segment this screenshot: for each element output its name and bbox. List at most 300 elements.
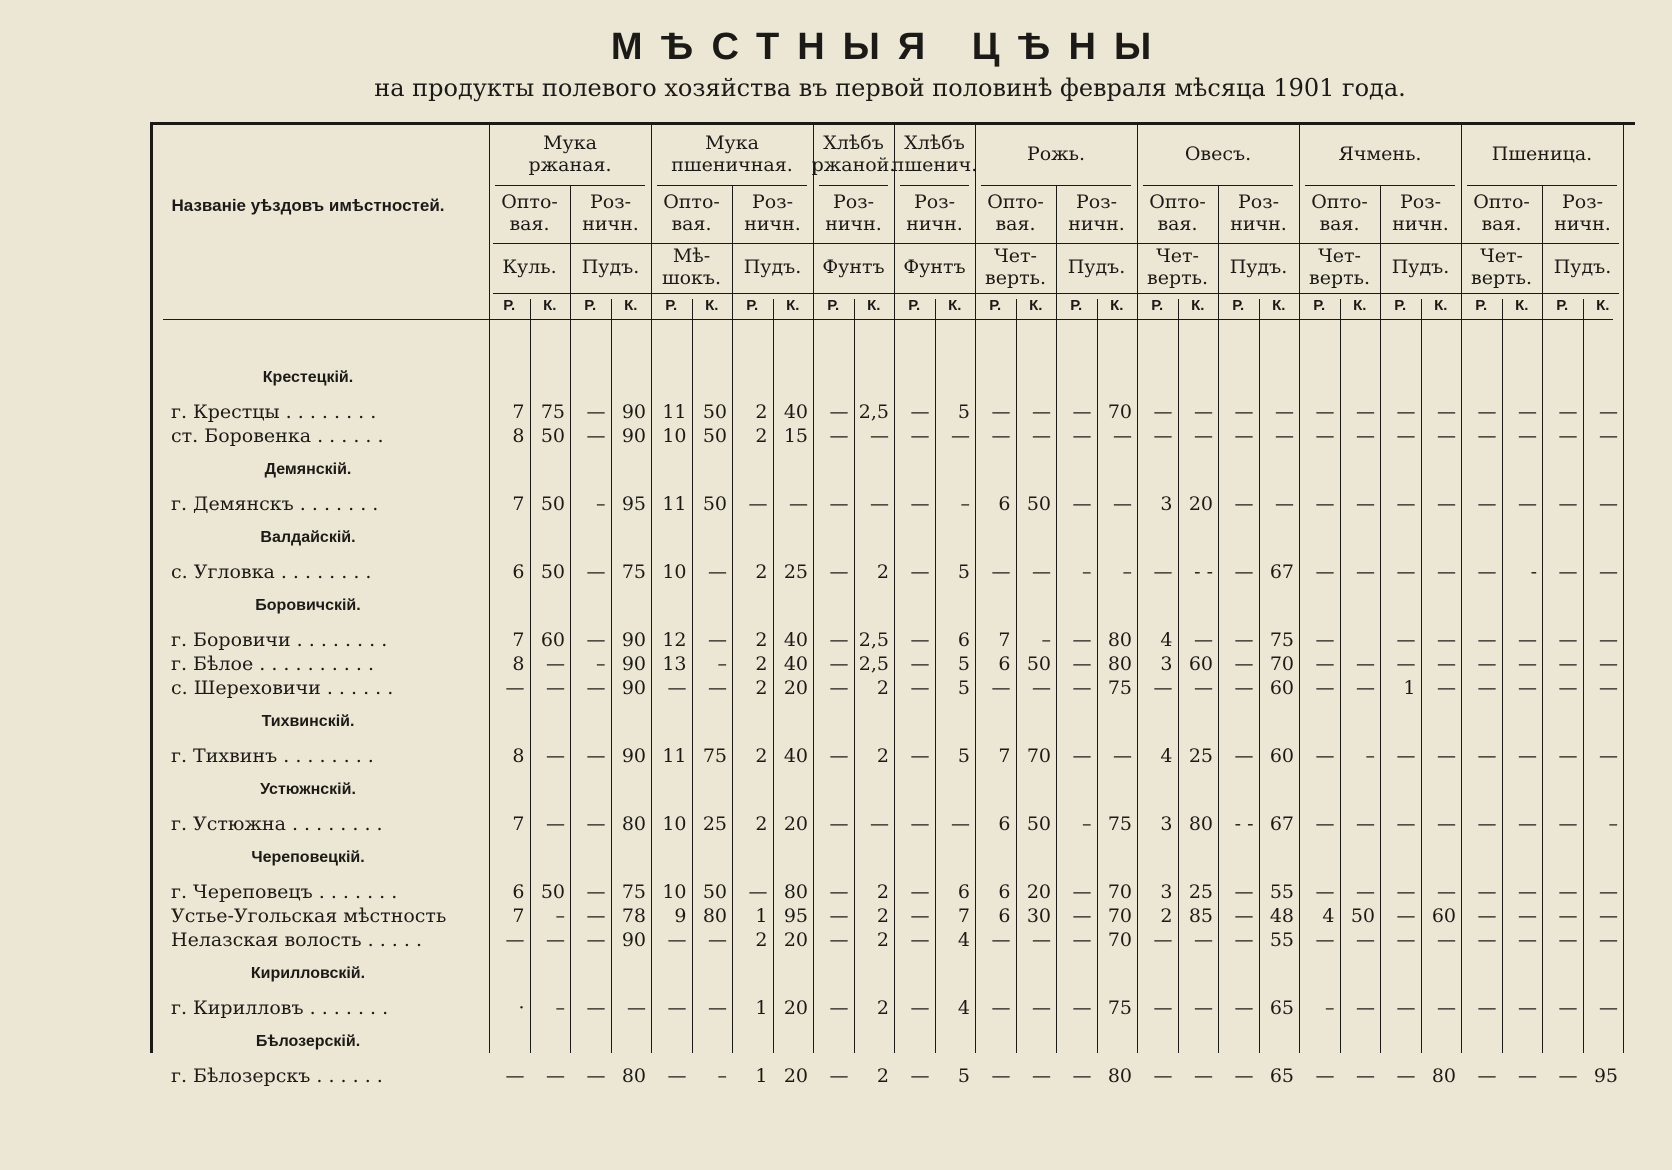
price-value: —	[829, 629, 849, 651]
price-value: 3	[1160, 493, 1173, 515]
price-value: —	[1234, 629, 1254, 651]
price-value: 5	[957, 677, 970, 699]
price-value: 11	[662, 493, 687, 515]
price-value: —	[1437, 493, 1456, 515]
header-line: Фунтъ	[903, 256, 966, 279]
price-value: 80	[783, 881, 808, 903]
price-value: —	[870, 813, 889, 835]
price-value: —	[991, 997, 1011, 1019]
price-value: 20	[783, 929, 808, 951]
subcolumn-type	[975, 185, 1056, 243]
price-value: –	[1608, 813, 1618, 835]
price-value: —	[708, 677, 727, 699]
price-value: 7	[512, 629, 525, 651]
price-value: —	[991, 677, 1011, 699]
price-value: 9	[674, 905, 687, 927]
price-value: —	[1032, 929, 1051, 951]
header-line: ничн.	[1554, 213, 1611, 235]
price-value: —	[1558, 401, 1578, 423]
price-value: —	[1194, 425, 1213, 447]
price-value: —	[1396, 745, 1416, 767]
price-value: 2,5	[858, 629, 889, 651]
price-value: 55	[1269, 929, 1294, 951]
price-value: —	[1032, 401, 1051, 423]
price-value: —	[1396, 425, 1416, 447]
price-value: —	[586, 1065, 606, 1087]
header-line: верть.	[1147, 267, 1208, 289]
price-value: –	[555, 997, 565, 1019]
price-value: —	[1477, 629, 1497, 651]
price-value: —	[1477, 493, 1497, 515]
price-value: —	[910, 401, 930, 423]
price-value: 2	[755, 745, 768, 767]
price-value: —	[1518, 677, 1537, 699]
price-value: —	[546, 929, 565, 951]
place-name: Нелазская волость . . . . .	[171, 929, 422, 951]
price-value: —	[586, 425, 606, 447]
price-value: - -	[1234, 813, 1254, 835]
price-value: —	[1558, 813, 1578, 835]
kopecks-label: К.	[786, 297, 800, 315]
subcolumn-unit	[489, 243, 570, 293]
price-value: —	[586, 629, 606, 651]
price-value: —	[1518, 813, 1537, 835]
price-value: 50	[702, 425, 727, 447]
price-value: —	[910, 905, 930, 927]
price-value: –	[1041, 629, 1051, 651]
group-header	[1461, 125, 1623, 185]
price-value: —	[910, 745, 930, 767]
header-line: Куль.	[502, 256, 557, 279]
header-line: Чет-	[1318, 245, 1361, 268]
place-name: ст. Боровенка . . . . . .	[171, 425, 384, 447]
price-value: —	[586, 881, 606, 903]
price-value: —	[910, 653, 930, 675]
header-line: мѣстностей.	[339, 196, 445, 215]
header-line: Овесъ.	[1184, 143, 1252, 166]
price-value: 50	[702, 493, 727, 515]
price-value: —	[1072, 881, 1092, 903]
price-value: —	[1477, 1065, 1497, 1087]
price-value: 90	[621, 745, 646, 767]
price-value: 7	[957, 905, 970, 927]
price-value: —	[586, 561, 606, 583]
header-line: верть.	[1309, 267, 1370, 289]
price-value: —	[1113, 493, 1132, 515]
price-value: —	[1518, 745, 1537, 767]
header-line: ничн.	[744, 213, 801, 235]
price-value: —	[1153, 425, 1173, 447]
price-value: 70	[1107, 929, 1132, 951]
price-value: –	[1365, 745, 1375, 767]
price-value: —	[1599, 401, 1618, 423]
column-rule	[1623, 125, 1624, 1053]
rubles-label: Р.	[989, 297, 1002, 315]
price-value: 4	[1322, 905, 1335, 927]
header-line: вая.	[671, 213, 712, 235]
price-value: 2,5	[858, 653, 889, 675]
price-value: —	[991, 401, 1011, 423]
header-rule	[163, 319, 1613, 320]
header-line: пшеничная.	[671, 154, 793, 176]
price-value: 6	[957, 881, 970, 903]
header-line: Чет-	[1156, 245, 1199, 268]
price-value: 75	[1107, 997, 1132, 1019]
price-value: 90	[621, 653, 646, 675]
price-value: —	[1315, 653, 1335, 675]
price-value: 7	[512, 493, 525, 515]
price-value: —	[829, 997, 849, 1019]
header-line: вая.	[509, 213, 550, 235]
price-value: 1	[755, 905, 768, 927]
price-value: —	[829, 493, 849, 515]
price-value: —	[910, 493, 930, 515]
price-value: 70	[1107, 905, 1132, 927]
page-subtitle: на продукты полевого хозяйства въ первой половинѣ февраля мѣсяца 1901 года.	[374, 74, 1406, 102]
price-value: 50	[702, 401, 727, 423]
rubles-label: Р.	[1556, 297, 1569, 315]
price-value: —	[586, 813, 606, 835]
price-value: 1	[755, 1065, 768, 1087]
price-value: 1	[755, 997, 768, 1019]
header-line: ржаная.	[528, 154, 612, 176]
kopecks-label: К.	[1029, 297, 1043, 315]
place-name: г. Устюжна . . . . . . . .	[171, 813, 383, 835]
price-value: —	[1072, 929, 1092, 951]
header-line: ничн.	[582, 213, 639, 235]
price-value: 55	[1269, 881, 1294, 903]
place-name: г. Бѣлозерскъ . . . . . .	[171, 1065, 383, 1087]
price-value: 20	[783, 813, 808, 835]
price-value: —	[1315, 401, 1335, 423]
price-value: —	[667, 997, 687, 1019]
subcolumn-type	[1461, 185, 1542, 243]
price-value: —	[991, 1065, 1011, 1087]
price-value: 2	[876, 745, 889, 767]
price-value: —	[1234, 425, 1254, 447]
price-value: —	[1518, 929, 1537, 951]
price-value: 6	[512, 881, 525, 903]
price-value: —	[708, 629, 727, 651]
kopecks-label: К.	[948, 297, 962, 315]
price-value: —	[1275, 425, 1294, 447]
header-line: Опто-	[1149, 191, 1206, 214]
header-line: Пудъ.	[581, 256, 640, 279]
price-value: —	[1396, 401, 1416, 423]
price-value: —	[546, 813, 565, 835]
subcolumn-type	[651, 185, 732, 243]
price-value: 6	[998, 653, 1011, 675]
kopecks-label: К.	[1191, 297, 1205, 315]
header-line: Роз-	[1075, 191, 1117, 214]
subcolumn-unit	[1056, 243, 1137, 293]
price-value: —	[1072, 425, 1092, 447]
price-value: 50	[540, 425, 565, 447]
price-value: 2	[876, 1065, 889, 1087]
price-value: —	[1518, 881, 1537, 903]
price-value: 85	[1188, 905, 1213, 927]
header-line: Роз-	[832, 191, 874, 214]
price-value: —	[1599, 561, 1618, 583]
price-value: —	[829, 881, 849, 903]
price-value: —	[1477, 997, 1497, 1019]
price-value: 8	[512, 653, 525, 675]
group-header	[651, 125, 813, 185]
price-value: —	[1072, 905, 1092, 927]
price-value: - -	[1194, 561, 1213, 583]
rubles-label: Р.	[827, 297, 840, 315]
price-value: 80	[702, 905, 727, 927]
subcolumn-unit	[1218, 243, 1299, 293]
price-value: —	[1396, 881, 1416, 903]
price-value: —	[829, 653, 849, 675]
kopecks-label: К.	[1353, 297, 1367, 315]
district-name: Боровичскій.	[255, 597, 361, 614]
price-value: 40	[783, 745, 808, 767]
price-value: 10	[662, 561, 687, 583]
district-name: Бѣлозерскій.	[255, 1033, 361, 1050]
price-value: 40	[783, 653, 808, 675]
price-value: 6	[957, 629, 970, 651]
price-value: —	[910, 813, 930, 835]
price-value: 48	[1269, 905, 1294, 927]
kopecks-label: К.	[624, 297, 638, 315]
price-value: —	[1153, 929, 1173, 951]
price-value: –	[555, 905, 565, 927]
price-value: 75	[621, 881, 646, 903]
price-value: —	[1437, 881, 1456, 903]
price-value: 6	[512, 561, 525, 583]
price-value: —	[1477, 881, 1497, 903]
price-value: 2	[1160, 905, 1173, 927]
group-header	[975, 125, 1137, 185]
price-value: —	[1356, 653, 1375, 675]
price-value: —	[1599, 997, 1618, 1019]
price-value: —	[546, 653, 565, 675]
price-value: —	[991, 425, 1011, 447]
price-value: 80	[1431, 1065, 1456, 1087]
price-value: —	[1599, 629, 1618, 651]
price-value: 65	[1269, 1065, 1294, 1087]
price-value: –	[960, 493, 970, 515]
price-value: —	[1518, 629, 1537, 651]
price-value: —	[586, 929, 606, 951]
price-value: —	[1599, 881, 1618, 903]
price-value: —	[1194, 929, 1213, 951]
price-value: —	[829, 745, 849, 767]
price-value: —	[1437, 745, 1456, 767]
price-value: —	[910, 561, 930, 583]
price-value: —	[1234, 401, 1254, 423]
price-value: —	[1518, 425, 1537, 447]
price-value: —	[1275, 493, 1294, 515]
header-line: Пудъ.	[1553, 256, 1612, 279]
header-line: верть.	[985, 267, 1046, 289]
price-value: —	[1558, 425, 1578, 447]
price-value: —	[1072, 745, 1092, 767]
price-value: —	[1437, 677, 1456, 699]
price-value: 6	[998, 493, 1011, 515]
price-value: 7	[512, 401, 525, 423]
price-value: 25	[1188, 745, 1213, 767]
price-value: —	[910, 425, 930, 447]
price-value: —	[748, 881, 768, 903]
district-name: Крестецкій.	[262, 369, 354, 386]
price-value: 2	[876, 677, 889, 699]
price-value: 70	[1026, 745, 1051, 767]
price-value: 6	[998, 905, 1011, 927]
price-value: 5	[957, 1065, 970, 1087]
price-value: 75	[1269, 629, 1294, 651]
price-value: —	[1396, 1065, 1416, 1087]
price-value: 3	[1160, 653, 1173, 675]
price-value: —	[1396, 813, 1416, 835]
price-value: —	[1599, 929, 1618, 951]
price-value: 70	[1107, 401, 1132, 423]
subcolumn-unit	[1461, 243, 1542, 293]
rubles-label: Р.	[503, 297, 516, 315]
price-value: 20	[1026, 881, 1051, 903]
header-line: Роз-	[913, 191, 955, 214]
place-name: г. Крестцы . . . . . . . .	[171, 401, 377, 423]
kopecks-label: К.	[1515, 297, 1529, 315]
price-value: 80	[1188, 813, 1213, 835]
price-value: —	[1315, 425, 1335, 447]
price-value: —	[991, 929, 1011, 951]
price-value: 2	[755, 677, 768, 699]
district-name: Валдайскій.	[260, 529, 356, 546]
price-value: 2	[876, 997, 889, 1019]
group-header	[813, 125, 894, 185]
price-value: 90	[621, 677, 646, 699]
subcolumn-type	[813, 185, 894, 243]
price-value: 15	[783, 425, 808, 447]
header-line: пшенич.	[891, 154, 978, 176]
price-value: —	[1558, 745, 1578, 767]
price-value: —	[1477, 929, 1497, 951]
price-value: —	[1153, 677, 1173, 699]
price-value: —	[1194, 401, 1213, 423]
price-value: —	[1234, 493, 1254, 515]
price-value: —	[1477, 425, 1497, 447]
subcolumn-unit	[651, 243, 732, 293]
rubles-label: Р.	[1070, 297, 1083, 315]
price-value: —	[1558, 629, 1578, 651]
price-value: 75	[1107, 677, 1132, 699]
price-value: 95	[1593, 1065, 1618, 1087]
price-value: —	[1396, 653, 1416, 675]
header-line: Мука	[705, 132, 759, 155]
price-value: 6	[998, 813, 1011, 835]
price-value: —	[586, 401, 606, 423]
price-value: —	[586, 997, 606, 1019]
price-value: —	[1153, 1065, 1173, 1087]
price-value: —	[829, 813, 849, 835]
header-line: ничн.	[1392, 213, 1449, 235]
rubles-label: Р.	[1394, 297, 1407, 315]
price-value: —	[546, 745, 565, 767]
subcolumn-type	[489, 185, 570, 243]
header-line: Опто-	[663, 191, 720, 214]
price-value: —	[829, 401, 849, 423]
price-value: —	[1599, 905, 1618, 927]
price-value: 50	[540, 881, 565, 903]
place-name: г. Тихвинъ . . . . . . . .	[171, 745, 374, 767]
price-value: —	[627, 997, 646, 1019]
rubles-label: Р.	[1232, 297, 1245, 315]
price-value: —	[1275, 401, 1294, 423]
price-value: 13	[662, 653, 687, 675]
price-value: —	[667, 929, 687, 951]
header-line: Пудъ.	[743, 256, 802, 279]
price-value: —	[1194, 997, 1213, 1019]
price-value: —	[1477, 401, 1497, 423]
place-name: г. Боровичи . . . . . . . .	[171, 629, 388, 651]
price-value: 50	[540, 493, 565, 515]
header-rule	[900, 185, 969, 186]
price-value: —	[1558, 929, 1578, 951]
price-value: —	[1315, 561, 1335, 583]
kopecks-label: К.	[1596, 297, 1610, 315]
price-value: 25	[702, 813, 727, 835]
header-line: вая.	[1319, 213, 1360, 235]
price-value: —	[1518, 997, 1537, 1019]
price-value: 50	[1026, 813, 1051, 835]
header-line: вая.	[1481, 213, 1522, 235]
price-value: –	[717, 653, 727, 675]
price-value: —	[1558, 653, 1578, 675]
price-value: –	[1325, 997, 1335, 1019]
price-value: 60	[1269, 677, 1294, 699]
district-name: Тихвинскій.	[261, 713, 355, 730]
price-value: —	[708, 997, 727, 1019]
price-value: 60	[1431, 905, 1456, 927]
header-line: Опто-	[987, 191, 1044, 214]
price-value: 30	[1026, 905, 1051, 927]
price-value: —	[1072, 629, 1092, 651]
price-value: 20	[783, 1065, 808, 1087]
price-value: —	[1356, 401, 1375, 423]
price-value: 70	[1107, 881, 1132, 903]
price-value: —	[1234, 997, 1254, 1019]
price-value: —	[910, 881, 930, 903]
price-value: 2	[755, 653, 768, 675]
price-value: –	[1122, 561, 1132, 583]
district-name: Демянскій.	[264, 461, 352, 478]
price-value: 4	[957, 929, 970, 951]
price-value: —	[586, 905, 606, 927]
price-value: —	[1153, 561, 1173, 583]
price-value: —	[829, 425, 849, 447]
price-value: —	[1599, 425, 1618, 447]
price-value: 50	[702, 881, 727, 903]
subcolumn-type	[1542, 185, 1623, 243]
price-value: 7	[512, 813, 525, 835]
kopecks-label: К.	[1272, 297, 1286, 315]
price-value: —	[505, 677, 525, 699]
price-value: —	[1437, 561, 1456, 583]
price-value: 95	[783, 905, 808, 927]
price-value: 2	[876, 905, 889, 927]
place-name: г. Кирилловъ . . . . . . .	[171, 997, 389, 1019]
price-value: —	[1356, 1065, 1375, 1087]
price-value: —	[1356, 561, 1375, 583]
price-table	[150, 122, 1635, 1087]
price-value: 95	[621, 493, 646, 515]
price-value: 50	[1026, 493, 1051, 515]
price-value: 3	[1160, 813, 1173, 835]
price-value: 20	[1188, 493, 1213, 515]
